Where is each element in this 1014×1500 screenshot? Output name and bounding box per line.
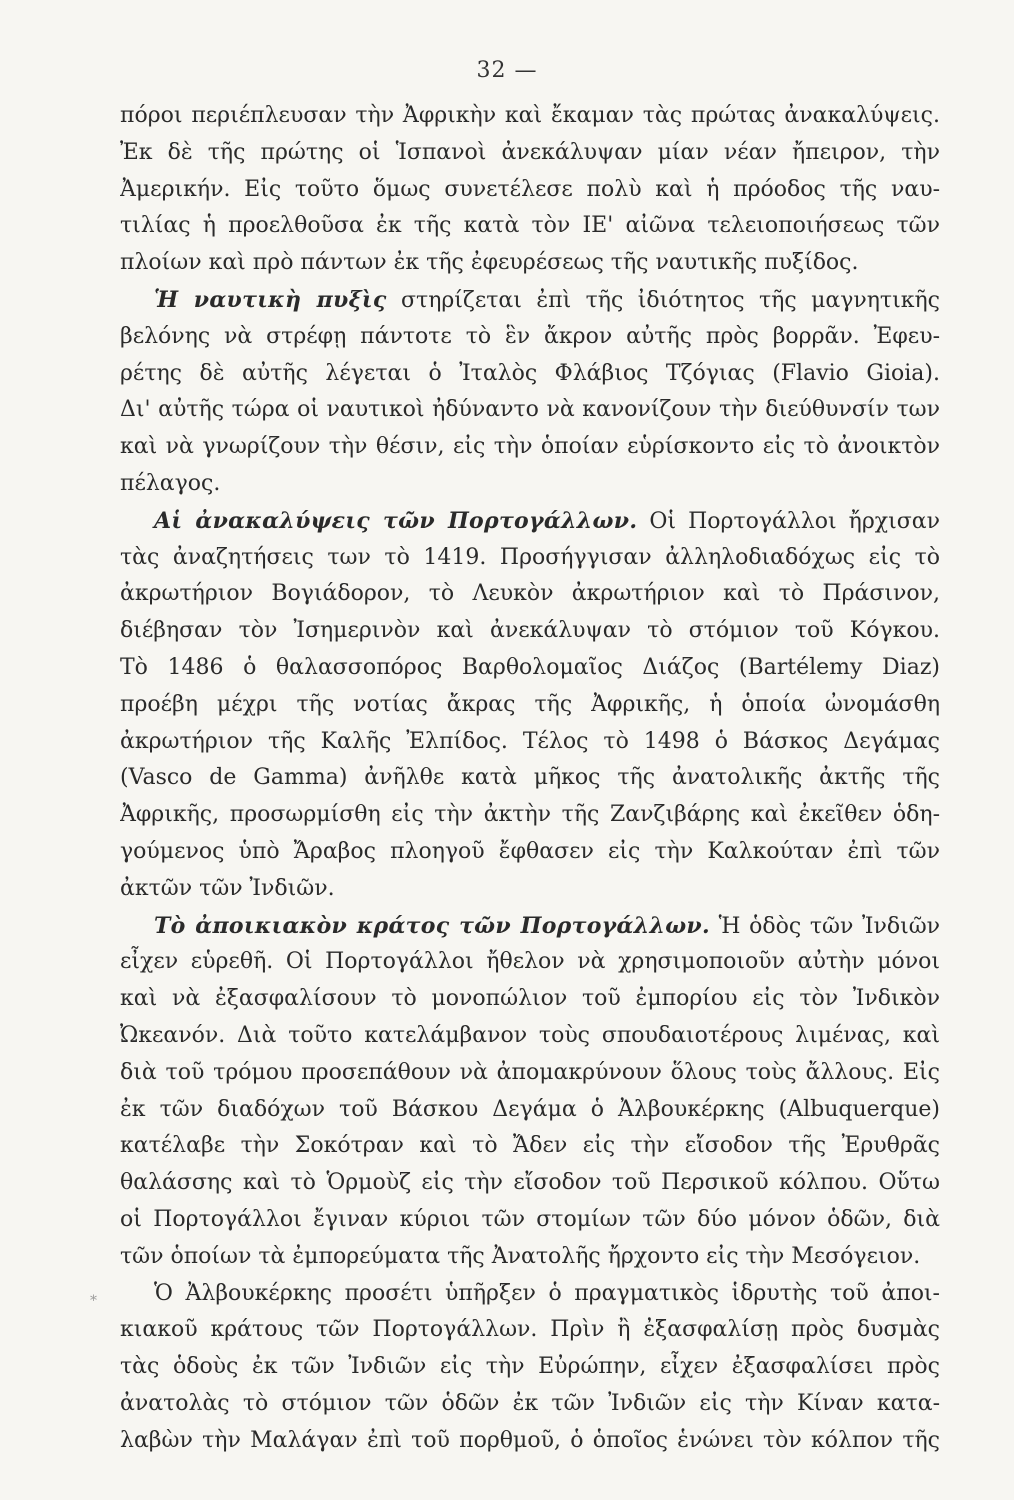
text-line (120, 908, 940, 945)
text-line: τῶν ὁποίων τὰ ἐμπορεύματα τῆς Ἀνατολῆς ἤρχοντο εἰς τὴν Μεσόγειον. (120, 1243, 921, 1269)
text-line: πέλαγος. (120, 470, 221, 496)
text-line: Ἀμερικήν. Εἰς τοῦτο ὅμως συνετέλεσε πολὺ καὶ ἡ πρόοδος τῆς ναυ- (120, 176, 940, 202)
text-line: τὰς ὁδοὺς ἐκ τῶν Ἰνδιῶν εἰς τὴν Εὐρώπην, εἶχεν ἐξασφαλίσει πρὸς (120, 1354, 940, 1380)
text-line: κιακοῦ κράτους τῶν Πορτογάλλων. Πρὶν ἢ ἐξασφαλίσῃ πρὸς δυσμὰς (120, 1317, 940, 1343)
text-line: διὰ τοῦ τρόμου προσεπάθουν νὰ ἀπομακρύνουν ὅλους τοὺς ἄλλους. Εἰς (120, 1059, 940, 1085)
text-line: ἀκρωτήριον τῆς Καλῆς Ἐλπίδος. Τέλος τὸ 1498 ὁ Βάσκος Δεγάμας (120, 728, 940, 754)
text-line: ἀκρωτήριον Βογιάδορον, τὸ Λευκὸν ἀκρωτήριον καὶ τὸ Πράσινον, (120, 581, 940, 607)
text-line: ἀκτῶν τῶν Ἰνδιῶν. (120, 875, 335, 901)
text-line: διέβησαν τὸν Ἰσημερινὸν καὶ ἀνεκάλυψαν τὸ στόμιον τοῦ Κόγκου. (120, 618, 940, 644)
text-line: Ἐκ δὲ τῆς πρώτης οἱ Ἱσπανοὶ ἀνεκάλυψαν μίαν νέαν ἤπειρον, τὴν (120, 139, 940, 165)
text-line: ἀνατολὰς τὸ στόμιον τῶν ὁδῶν ἐκ τῶν Ἰνδιῶν εἰς τὴν Κίναν κατα- (120, 1390, 940, 1416)
text-line: εἶχεν εὑρεθῆ. Οἱ Πορτογάλλοι ἤθελον νὰ χρησιμοποιοῦν αὐτὴν μόνοι (120, 949, 940, 975)
text-line: πόροι περιέπλευσαν τὴν Ἀφρικὴν καὶ ἔκαμαν τὰς πρώτας ἀνακαλύψεις. (120, 103, 940, 128)
text-line: Ὁ Ἀλβουκέρκης προσέτι ὑπῆρξεν ὁ πραγματικὸς ἱδρυτὴς τοῦ ἀποι- (154, 1280, 940, 1306)
text-line: κατέλαβε τὴν Σοκότραν καὶ τὸ Ἄδεν εἰς τὴν εἴσοδον τῆς Ἐρυθρᾶς (120, 1133, 940, 1159)
text-line: πλοίων καὶ πρὸ πάντων ἐκ τῆς ἐφευρέσεως τῆς ναυτικῆς πυξίδος. (120, 250, 859, 276)
text-line: Δι' αὐτῆς τώρα οἱ ναυτικοὶ ἠδύναντο νὰ κανονίζουν τὴν διεύθυνσίν των (120, 397, 940, 423)
text-line: τὰς ἀναζητήσεις των τὸ 1419. Προσήγγισαν ἀλληλοδιαδόχως εἰς τὸ (120, 544, 940, 570)
text-line: οἱ Πορτογάλλοι ἔγιναν κύριοι τῶν στομίων τῶν δύο μόνον ὁδῶν, διὰ (120, 1206, 940, 1232)
text-line: ἐκ τῶν διαδόχων τοῦ Βάσκου Δεγάμα ὁ Ἀλβουκέρκης (Albuquerque) (120, 1096, 940, 1122)
body-text (120, 98, 940, 1459)
text-line: βελόνης νὰ στρέφῃ πάντοτε τὸ ἓν ἄκρον αὐτῆς πρὸς βορρᾶν. Ἐφευ- (120, 323, 940, 349)
section-heading-discoveries: Αἱ ἀνακαλύψεις τῶν Πορτογάλλων. (154, 507, 638, 534)
text-run: Ἡ ὁδὸς τῶν Ἰνδιῶν (718, 913, 940, 939)
text-line: καὶ νὰ ἐξασφαλίσουν τὸ μονοπώλιον τοῦ ἐμπορίου εἰς τὸν Ἰνδικὸν (120, 986, 940, 1012)
text-line: Ἀφρικῆς, προσωρμίσθη εἰς τὴν ἀκτὴν τῆς Ζανζιβάρης καὶ ἐκεῖθεν ὁδη- (120, 802, 940, 828)
text-line: προέβη μέχρι τῆς νοτίας ἄκρας τῆς Ἀφρικῆς, ἡ ὁποία ὠνομάσθη (120, 691, 940, 717)
margin-mark: * (90, 1293, 97, 1309)
text-line: Ὠκεανόν. Διὰ τοῦτο κατελάμβανον τοὺς σπουδαιοτέρους λιμένας, καὶ (120, 1022, 940, 1048)
section-heading-colonial-state: Τὸ ἀποικιακὸν κράτος τῶν Πορτογάλλων. (154, 912, 710, 939)
text-run: στηρίζεται ἐπὶ τῆς ἰδιότητος τῆς μαγνητικῆς (401, 287, 940, 313)
text-line: (Vasco de Gamma) ἀνῆλθε κατὰ μῆκος τῆς ἀνατολικῆς ἀκτῆς τῆς (120, 765, 940, 791)
text-line: λαβὼν τὴν Μαλάγαν ἐπὶ τοῦ πορθμοῦ, ὁ ὁποῖος ἑνώνει τὸν κόλπον τῆς (120, 1427, 940, 1453)
text-line: γούμενος ὑπὸ Ἄραβος πλοηγοῦ ἔφθασεν εἰς τὴν Καλκούταν ἐπὶ τῶν (120, 838, 940, 864)
page-number: 32 — (476, 58, 538, 83)
text-line: τιλίας ἡ προελθοῦσα ἐκ τῆς κατὰ τὸν ΙΕ' αἰῶνα τελειοποιήσεως τῶν (120, 213, 940, 239)
text-run: Οἱ Πορτογάλλοι ἤρχισαν (649, 508, 940, 534)
text-line: καὶ νὰ γνωρίζουν τὴν θέσιν, εἰς τὴν ὁποίαν εὑρίσκοντο εἰς τὸ ἀνοικτὸν (120, 434, 940, 460)
text-line: θαλάσσης καὶ τὸ Ὁρμοὺζ εἰς τὴν εἴσοδον τοῦ Περσικοῦ κόλπου. Οὕτω (120, 1170, 940, 1196)
text-line: Τὸ 1486 ὁ θαλασσοπόρος Βαρθολομαῖος Διάζος (Bartélemy Diaz) (120, 654, 940, 680)
text-line (120, 282, 940, 319)
section-heading-compass: Ἡ ναυτικὴ πυξὶς (154, 286, 387, 313)
text-line: ρέτης δὲ αὐτῆς λέγεται ὁ Ἰταλὸς Φλάβιος Τζόγιας (Flavio Gioia). (120, 360, 940, 386)
text-line (120, 503, 940, 540)
